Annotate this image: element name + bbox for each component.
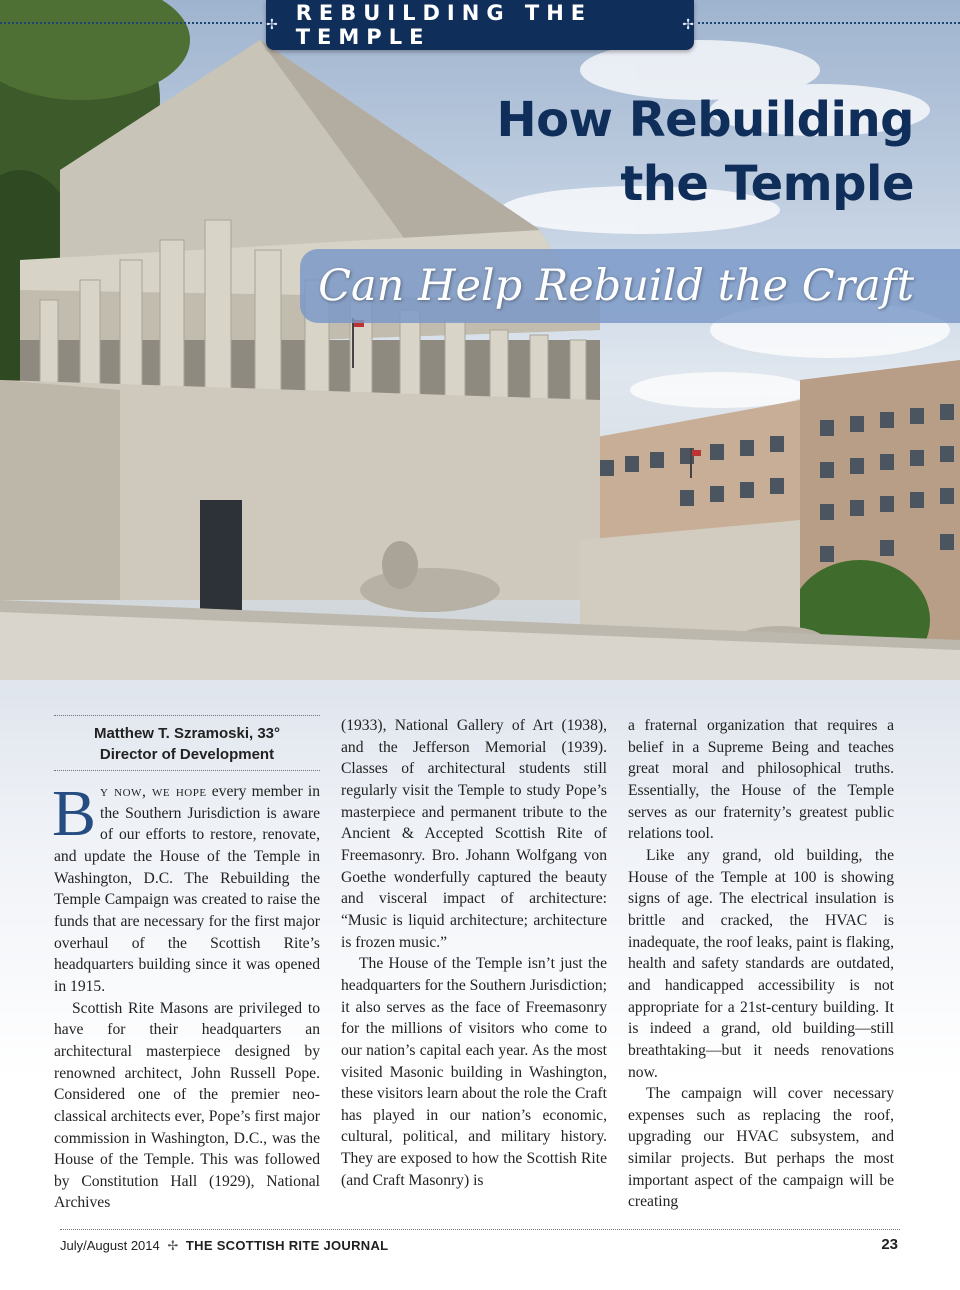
byline-role: Director of Development: [99, 746, 275, 763]
section-title: REBUILDING THE TEMPLE: [295, 1, 593, 49]
footer-ornament: ✢: [167, 1238, 179, 1253]
byline-author: Matthew T. Szramoski, 33°: [93, 725, 281, 742]
footer-journal-name: THE SCOTTISH RITE JOURNAL: [185, 1238, 389, 1253]
article-column-1: [54, 715, 320, 1214]
headline-line-1: How Rebuilding: [496, 92, 914, 148]
paragraph-1: [52, 777, 320, 998]
paragraph-2-start: Scottish Rite Masons are privileged to have for their headquarters an architectural masterpiece designed by renowned architect, John Russell Pope. Considered one of the premier neo-classical architects ever, Pope’s first major commission in Washington, D.C., was the House of the Temple. This was followed by Constitution Hall (1929), National Archives: [54, 999, 320, 1212]
footer-running-title: [60, 1238, 388, 1254]
article-headline: [314, 88, 914, 216]
paragraph-4: Like any grand, old building, the House of the Temple at 100 is showing signs of age. The electrical insulation is brittle and cracked, the HVAC is inadequate, the roof leaks, paint is flaking, health and safety standards are outdated, and handicapped accessibility is not appropriate for a 21st-century building. It is indeed a grand, old building—still breathtaking—but it needs renovations now.: [628, 846, 894, 1081]
page-number: 23: [881, 1236, 898, 1253]
paragraph-5: The campaign will cover necessary expenses such as replacing the roof, upgrading our HVAC subsystem, and similar projects. But perhaps the most important aspect of the campaign will be creating: [628, 1085, 894, 1211]
paragraph-1-text: every member in the Southern Jurisdiction is aware of our efforts to restore, renovate, and update the House of the Temple in Washington, D.C. The Rebuilding the Temple Campaign was created to raise the funds that are necessary for the first major overhaul of the Scottish Rite’s headquarters building since it was opened in 1915.: [54, 783, 320, 995]
headline-line-2: the Temple: [620, 156, 914, 212]
paragraph-3-continued: a fraternal organization that requires a belief in a Supreme Being and teaches great moral and philosophical truths. Essentially, the House of the Temple serves as our fraternity’s greatest public relations tool.: [628, 717, 894, 843]
temple-door-window: [200, 500, 242, 615]
byline: [54, 715, 320, 771]
dropcap: B: [52, 777, 97, 850]
section-header-tab: [266, 0, 694, 50]
paragraph-3-start: The House of the Temple isn’t just the headquarters for the Southern Jurisdiction; it also serves as the face of Freemasonry for the millions of visitors who come to our nation’s capital each year. As the most visited Masonic building in Washington, these visitors learn about the role the Craft has played in our nation’s economic, cultural, political, and military history. They are exposed to how the Scottish Rite (and Craft Masonry) is: [341, 955, 607, 1189]
lead-in: y now, we hope: [100, 783, 207, 800]
footer-rule: [60, 1229, 900, 1230]
paragraph-2-continued: (1933), National Gallery of Art (1938), and the Jefferson Memorial (1939). Classes of architectural students still regularly visit the Temple to study Pope’s masterpiece and permanent tribute to the Ancient & Accepted Scottish Rite of Freemasonry. Bro. Johann Wolfgang von Goethe wonderfully captured the beauty and visceral impact of architecture: “Music is liquid architecture; architecture is frozen music.”: [341, 717, 607, 951]
article-column-2: [341, 715, 607, 1191]
article-column-3: [628, 715, 894, 1213]
top-rule-right: [698, 22, 960, 24]
sphinx-left: [360, 568, 500, 612]
section-ornament-left: ✢: [266, 17, 278, 33]
footer-issue: July/August 2014: [60, 1238, 160, 1253]
article-subhead: Can Help Rebuild the Craft: [318, 261, 914, 311]
section-ornament-right: ✢: [682, 17, 694, 33]
top-rule-left: [0, 22, 262, 24]
